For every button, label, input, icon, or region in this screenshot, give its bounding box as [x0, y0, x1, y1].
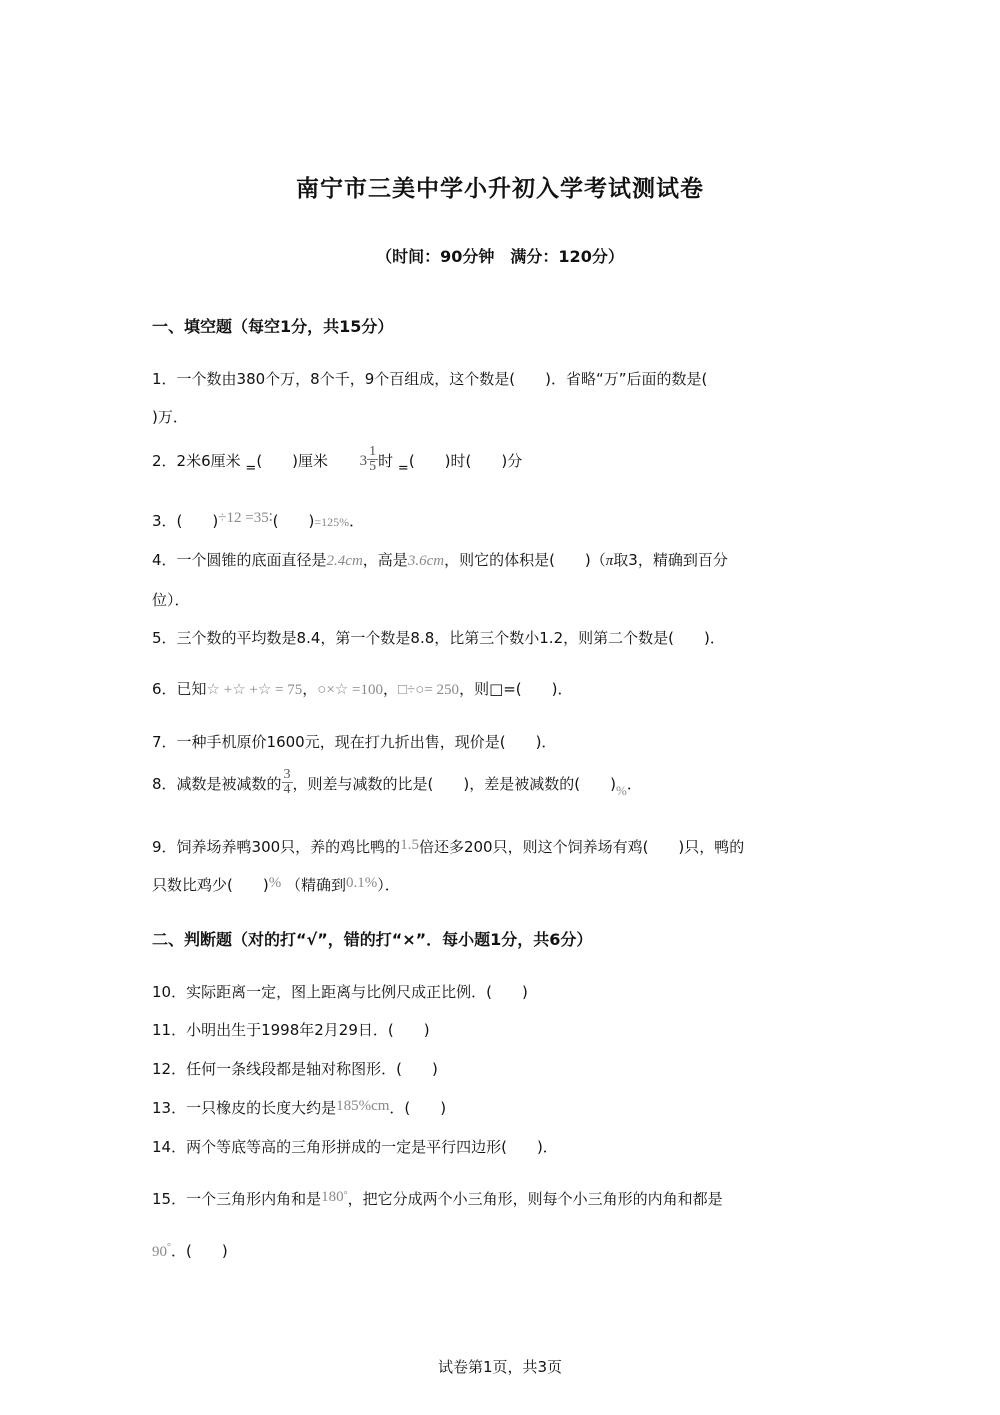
question-4: 4．一个圆锥的底面直径是2.4cm，高是3.6cm，则它的体积是( )（π取3，精确到百分 — [152, 551, 728, 569]
question-14: 14．两个等底等高的三角形拼成的一定是平行四边形( )． — [152, 1138, 558, 1156]
question-15: 15．一个三角形内角和是180°，把它分成两个小三角形，则每个小三角形的内角和都是 — [152, 1189, 723, 1208]
question-12: 12．任何一条线段都是轴对称图形．( ) — [152, 1060, 438, 1078]
question-1: 1．一个数由380个万，8个千，9个百组成，这个数是( )．省略“万”后面的数是( — [152, 370, 708, 388]
question-3: 3．( )÷12 =35∶( )=125%． — [152, 510, 365, 530]
question-9: 9．饲养场养鸭300只，养的鸡比鸭的1.5倍还多200只，则这个饲养场有鸡( )只，鸭的 — [152, 837, 745, 856]
section-1-heading: 一、填空题（每空1分，共15分） — [152, 317, 394, 336]
question-13: 13．一只橡皮的长度大约是185%cm．( ) — [152, 1098, 447, 1117]
question-2: 2．2米6厘米 =( )厘米 3 $\frac{1}{5}$ 时 =( )时( )分 — [152, 444, 523, 476]
question-6: 6．已知☆ +☆ +☆ = 75，○×☆ =100，□÷○= 250，则□=( )． — [152, 680, 573, 698]
question-7: 7．一种手机原价1600元，现在打九折出售，现价是( )． — [152, 733, 557, 751]
page-footer: 试卷第1页，共3页 — [437, 1358, 563, 1376]
question-15-line2: 90°．( ) — [152, 1242, 228, 1260]
question-5: 5．三个数的平均数是8.4，第一个数是8.8，比第三个数小1.2，则第二个数是( )． — [152, 629, 725, 647]
section-2-heading: 二、判断题（对的打“√”，错的打“×”．每小题1分，共6分） — [152, 930, 593, 949]
question-4-line2: 位）． — [152, 591, 190, 609]
question-10: 10．实际距离一定，图上距离与比例尺成正比例．( ) — [152, 983, 528, 1001]
question-8: 8．减数是被减数的 $\frac{3}{4}$ ，则差与减数的比是( )，差是被减数的( )%． — [152, 767, 642, 798]
exam-time-info: （时间：90分钟 满分：120分） — [376, 247, 624, 266]
page-title: 南宁市三美中学小升初入学考试测试卷 — [296, 176, 704, 202]
question-1-line2: )万． — [152, 408, 188, 426]
mixed-number-whole: 3 — [359, 453, 368, 469]
fraction-one-fifth: $\frac{1}{5}$ — [369, 444, 377, 474]
question-9-line2: 只数比鸡少( )% （精确到0.1%）． — [152, 875, 400, 894]
fraction-three-quarters: $\frac{3}{4}$ — [283, 767, 291, 797]
question-11: 11．小明出生于1998年2月29日．( ) — [152, 1021, 430, 1039]
